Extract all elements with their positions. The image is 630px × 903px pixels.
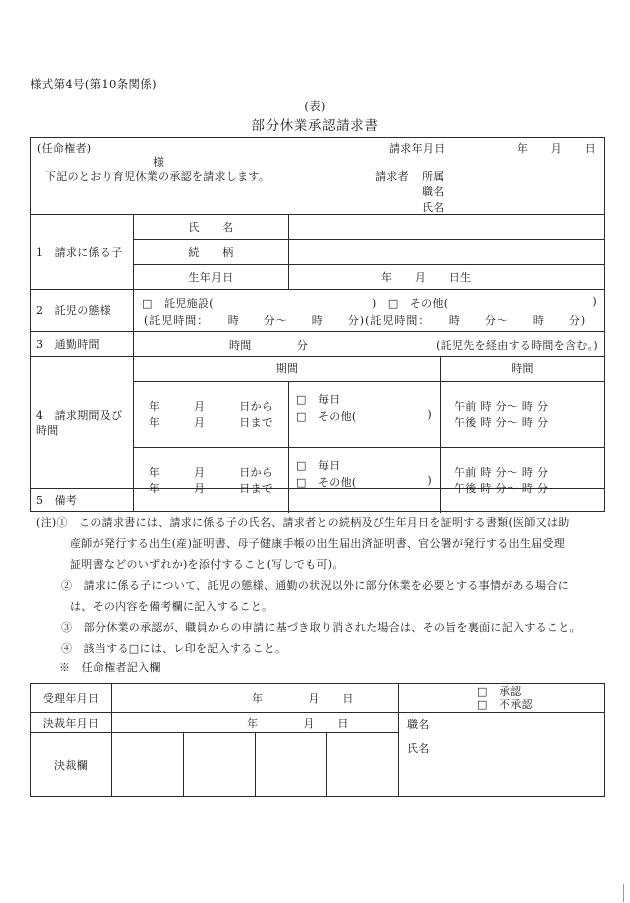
position-label: 職名 (422, 185, 445, 198)
child-birthdate-row (134, 265, 604, 289)
child-name-field (289, 215, 604, 239)
period-hours-field (441, 382, 604, 447)
commute-time-value: 時間 分 (229, 339, 309, 352)
row-childcare (31, 290, 604, 332)
other-close-paren: ) (427, 408, 432, 421)
commute-note: (託児先を経由する時間を含む。) (436, 339, 598, 352)
approval-checkbox-option: □ 承認 (477, 685, 522, 698)
child-relation-label: 続 柄 (134, 240, 289, 264)
approval-stamp-label: 決裁欄 (31, 733, 112, 796)
note-line: ③ 部分休業の承認が、職員からの申請に基づき取り消された場合は、その旨を裏面に記入すること。 (61, 621, 581, 634)
request-date-label: 請求年月日 (389, 142, 446, 155)
front-side-label: (表) (304, 99, 326, 113)
row1-label: 1 請求に係る子 (31, 215, 134, 289)
note-line: ④ 該当する□には、レ印を記入すること。 (61, 642, 287, 655)
approver-name-label: 氏名 (407, 742, 430, 755)
approver-position-label: 職名 (407, 718, 430, 731)
receipt-date-field: 年 月 日 (252, 692, 354, 705)
approval-result-cell (399, 684, 604, 713)
note-line: ② 請求に係る子について、託児の態様、通勤の状況以外に部分休業を必要とする事情がある場合に (61, 579, 570, 592)
row-commute (31, 332, 604, 357)
commute-field (134, 332, 604, 356)
row5-label: 5 備考 (31, 489, 134, 511)
other-checkbox-option: □ その他( (296, 476, 357, 489)
time-column-header: 時間 (511, 362, 534, 375)
child-birthdate-label: 生年月日 (134, 265, 289, 289)
childcare-field (134, 290, 604, 331)
period-column-header: 期間 (134, 357, 441, 381)
other-checkbox-option: □ その他( (296, 410, 357, 423)
addressee-sama-label: 様 (153, 156, 165, 169)
am-time-line: 午前 時 分～ 時 分 (454, 465, 549, 479)
stamp-cell (256, 733, 328, 796)
pm-time-line: 午後 時 分～ 時 分 (454, 415, 549, 429)
child-name-label: 氏 名 (134, 215, 289, 239)
decision-date-label: 決裁年月日 (31, 713, 112, 732)
row4-label: 4 請求期間及び時間 (31, 357, 134, 488)
request-date-fields: 年 月 日 (516, 142, 596, 155)
affiliation-label: 所属 (422, 170, 445, 183)
stamp-cell (184, 733, 256, 796)
row-period-time (31, 357, 604, 495)
note-line: 産師が発行する出生(産)証明書、母子健康手帳の出生届出済証明書、官公署が発行する出生届受理 (70, 537, 566, 550)
stamp-cell (112, 733, 184, 796)
remarks-field (134, 489, 604, 511)
decision-date-row (31, 713, 398, 733)
row-child (31, 215, 604, 290)
name-label: 氏名 (422, 201, 445, 214)
everyday-checkbox-option: □ 毎日 (296, 393, 341, 406)
note-line: (注)① この請求書には、請求に係る子の氏名、請求者との続柄及び生年月日を証明する書類(医師又は助 (36, 516, 570, 529)
decision-date-field: 年 月 日 (247, 716, 349, 730)
am-time-line: 午前 時 分～ 時 分 (454, 399, 549, 413)
approval-stamp-row (31, 733, 398, 796)
appointer-entry-table (30, 683, 605, 797)
approver-identity-cell (399, 713, 604, 796)
request-table (30, 137, 605, 512)
child-relation-row (134, 240, 604, 265)
note-line: 証明書などのいずれか)を添付すること(写しでも可)。 (70, 558, 344, 571)
childcare-hours-line: (託児時間： 時 分～ 時 分)(託児時間： 時 分～ 時 分) (144, 314, 587, 327)
child-relation-field (289, 240, 604, 264)
row3-label: 3 通勤時間 (31, 332, 134, 356)
receipt-date-label: 受理年月日 (31, 684, 112, 712)
appointer-label: (任命権者) (37, 142, 92, 155)
scan-artifact-mark (623, 884, 624, 902)
period-to: 年 月 日まで (148, 415, 274, 429)
period-pattern-field (289, 382, 441, 447)
document-title: 部分休業承認請求書 (251, 118, 379, 134)
note-line: は、その内容を備考欄に記入すること。 (70, 600, 274, 613)
pm-time-line: 午後 時 分～ 時 分 (454, 481, 549, 495)
period-from: 年 月 日から (148, 465, 274, 479)
appointer-section-heading: ※ 任命権者記入欄 (59, 661, 161, 674)
child-birthdate-field: 年 月 日生 (381, 271, 472, 284)
other-close-paren: ) (427, 474, 432, 487)
form-number: 様式第4号(第10条関係) (30, 77, 157, 91)
disapproval-checkbox-option: □ 不承認 (477, 698, 533, 711)
period-to: 年 月 日まで (148, 481, 274, 495)
everyday-checkbox-option: □ 毎日 (296, 459, 341, 472)
period-from: 年 月 日から (148, 399, 274, 413)
childcare-facility-option: □ 託児施設( ) □ その他( (142, 297, 449, 310)
period-entry-1 (134, 382, 604, 448)
childcare-other-close-paren: ) (592, 295, 597, 308)
requester-label: 請求者 (375, 170, 409, 183)
form-header-cell (31, 138, 604, 215)
notes-block (36, 512, 616, 659)
row2-label: 2 託児の態様 (31, 290, 134, 331)
receipt-date-row (31, 684, 398, 713)
period-dates-field (134, 382, 289, 447)
stamp-cell (327, 733, 398, 796)
request-statement: 下記のとおり育児休業の承認を請求します。 (45, 170, 271, 183)
row-remarks (31, 489, 604, 511)
child-name-row (134, 215, 604, 240)
